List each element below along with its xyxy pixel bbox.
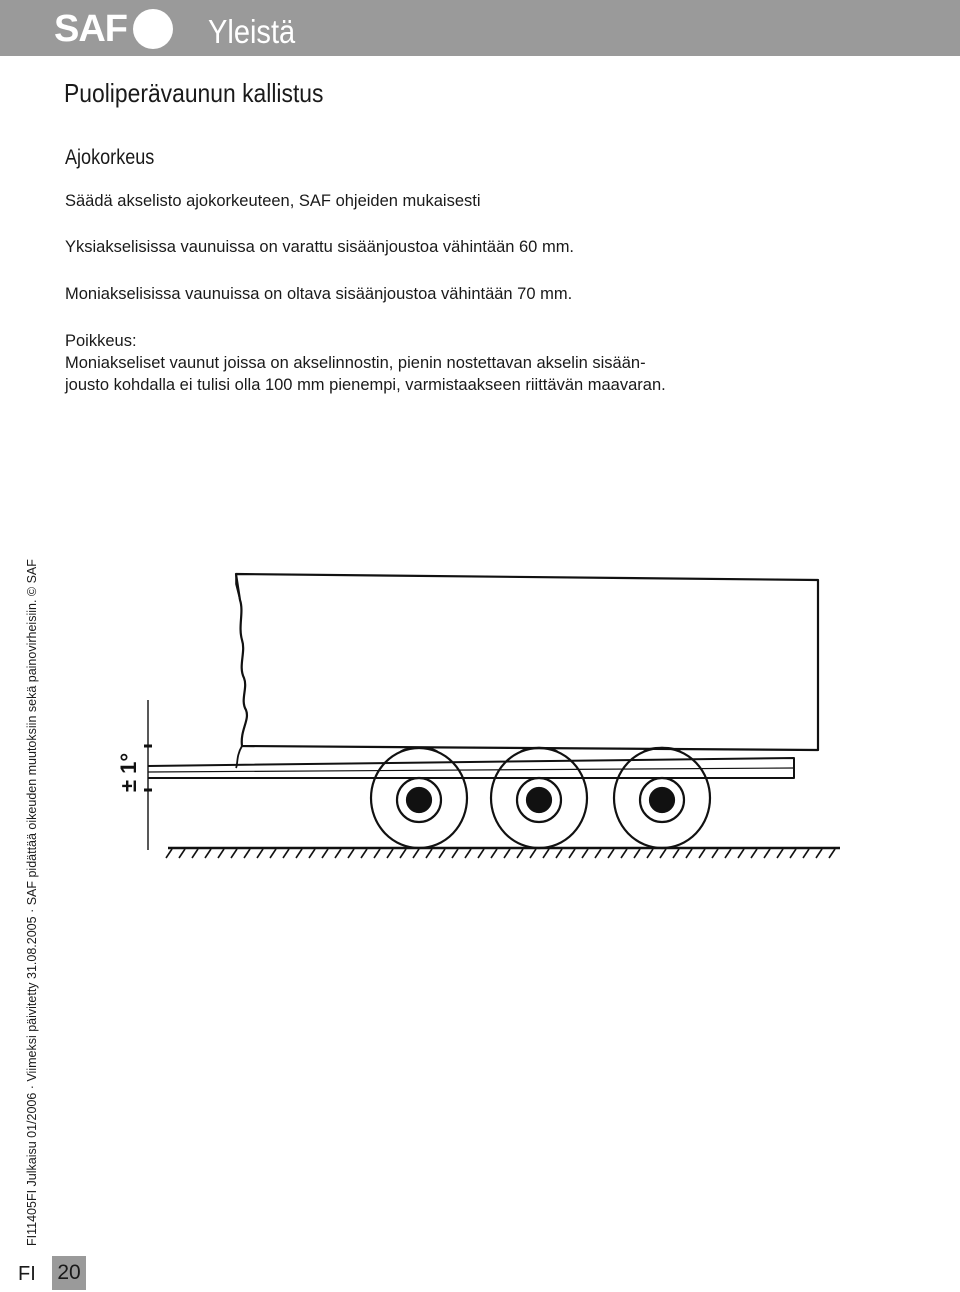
ground-hatch (491, 849, 497, 858)
ground-hatch (569, 849, 575, 858)
ground-hatch (517, 849, 523, 858)
ground-hatch (361, 849, 367, 858)
ground-hatch (595, 849, 601, 858)
publication-note: FI11405FI Julkaisu 01/2006 · Viimeksi päivitetty 31.08.2005 · SAF pidättää oikeuden muutoksiin sekä painovirheisiin. © SAF (25, 559, 39, 1246)
ground-hatch (712, 849, 718, 858)
ground-hatch (179, 849, 185, 858)
ground-hatch (387, 849, 393, 858)
ground-hatch (621, 849, 627, 858)
ground-hatch (257, 849, 263, 858)
ground-hatch (634, 849, 640, 858)
section-heading: Ajokorkeus (65, 146, 155, 169)
ground-hatch (400, 849, 406, 858)
angle-label: ± 1° (116, 752, 141, 792)
paragraph: Säädä akselisto ajokorkeuteen, SAF ohjeiden mukaisesti (65, 192, 481, 210)
trailer-diagram (100, 560, 860, 870)
ground-hatch (777, 849, 783, 858)
ground-hatch (335, 849, 341, 858)
ground-hatch (426, 849, 432, 858)
trailer-body (236, 574, 818, 750)
ground-hatch (608, 849, 614, 858)
wheel-2 (491, 748, 587, 849)
ground-hatch (166, 849, 172, 858)
ground-hatch (543, 849, 549, 858)
paragraph: Moniakselisissa vaunuissa on oltava sisäänjoustoa vähintään 70 mm. (65, 285, 573, 303)
ground-hatch (660, 849, 666, 858)
ground-hatch (686, 849, 692, 858)
paragraph: Yksiakselisissa vaunuissa on varattu sisäänjoustoa vähintään 60 mm. (65, 238, 575, 256)
ground-hatch (452, 849, 458, 858)
ground-hatch (790, 849, 796, 858)
ground-hatch (764, 849, 770, 858)
ground-hatch (751, 849, 757, 858)
wheel-3 (614, 748, 710, 849)
ground-hatch (231, 849, 237, 858)
ground-hatch (205, 849, 211, 858)
ground-hatch (309, 849, 315, 858)
ground-hatch (504, 849, 510, 858)
ground-hatch (465, 849, 471, 858)
ground-hatch (348, 849, 354, 858)
logo-text: SAF (54, 8, 127, 50)
ground-hatch (582, 849, 588, 858)
logo-circle-icon (133, 9, 173, 49)
ground-hatch (374, 849, 380, 858)
ground-hatch (725, 849, 731, 858)
page-header (0, 0, 960, 56)
ground-hatch (192, 849, 198, 858)
exception-line: Moniakseliset vaunut joissa on akselinnostin, pienin nostettavan akselin sisään- (65, 354, 646, 372)
ground-hatch (218, 849, 224, 858)
ground-hatch (283, 849, 289, 858)
ground-hatch (322, 849, 328, 858)
ground-hatch (816, 849, 822, 858)
language-label: FI (18, 1263, 36, 1285)
ground-hatch (699, 849, 705, 858)
ground-hatch (673, 849, 679, 858)
ground-hatch (439, 849, 445, 858)
ground-hatch (803, 849, 809, 858)
ground-hatch (647, 849, 653, 858)
page-number: 20 (52, 1256, 86, 1290)
ground-hatch (556, 849, 562, 858)
ground-hatch (244, 849, 250, 858)
ground-hatch (478, 849, 484, 858)
header-title: Yleistä (208, 13, 296, 50)
ground-hatch (738, 849, 744, 858)
ground-hatch (413, 849, 419, 858)
page-title: Puoliperävaunun kallistus (64, 78, 324, 108)
exception-block (65, 330, 666, 396)
ground-hatch (270, 849, 276, 858)
exception-label: Poikkeus: (65, 332, 137, 350)
exception-line: jousto kohdalla ei tulisi olla 100 mm pienempi, varmistaakseen riittävän maavaran. (65, 376, 666, 394)
saf-logo (54, 9, 173, 49)
ground-hatch (829, 849, 835, 858)
ground-hatch (296, 849, 302, 858)
ground-hatch (530, 849, 536, 858)
